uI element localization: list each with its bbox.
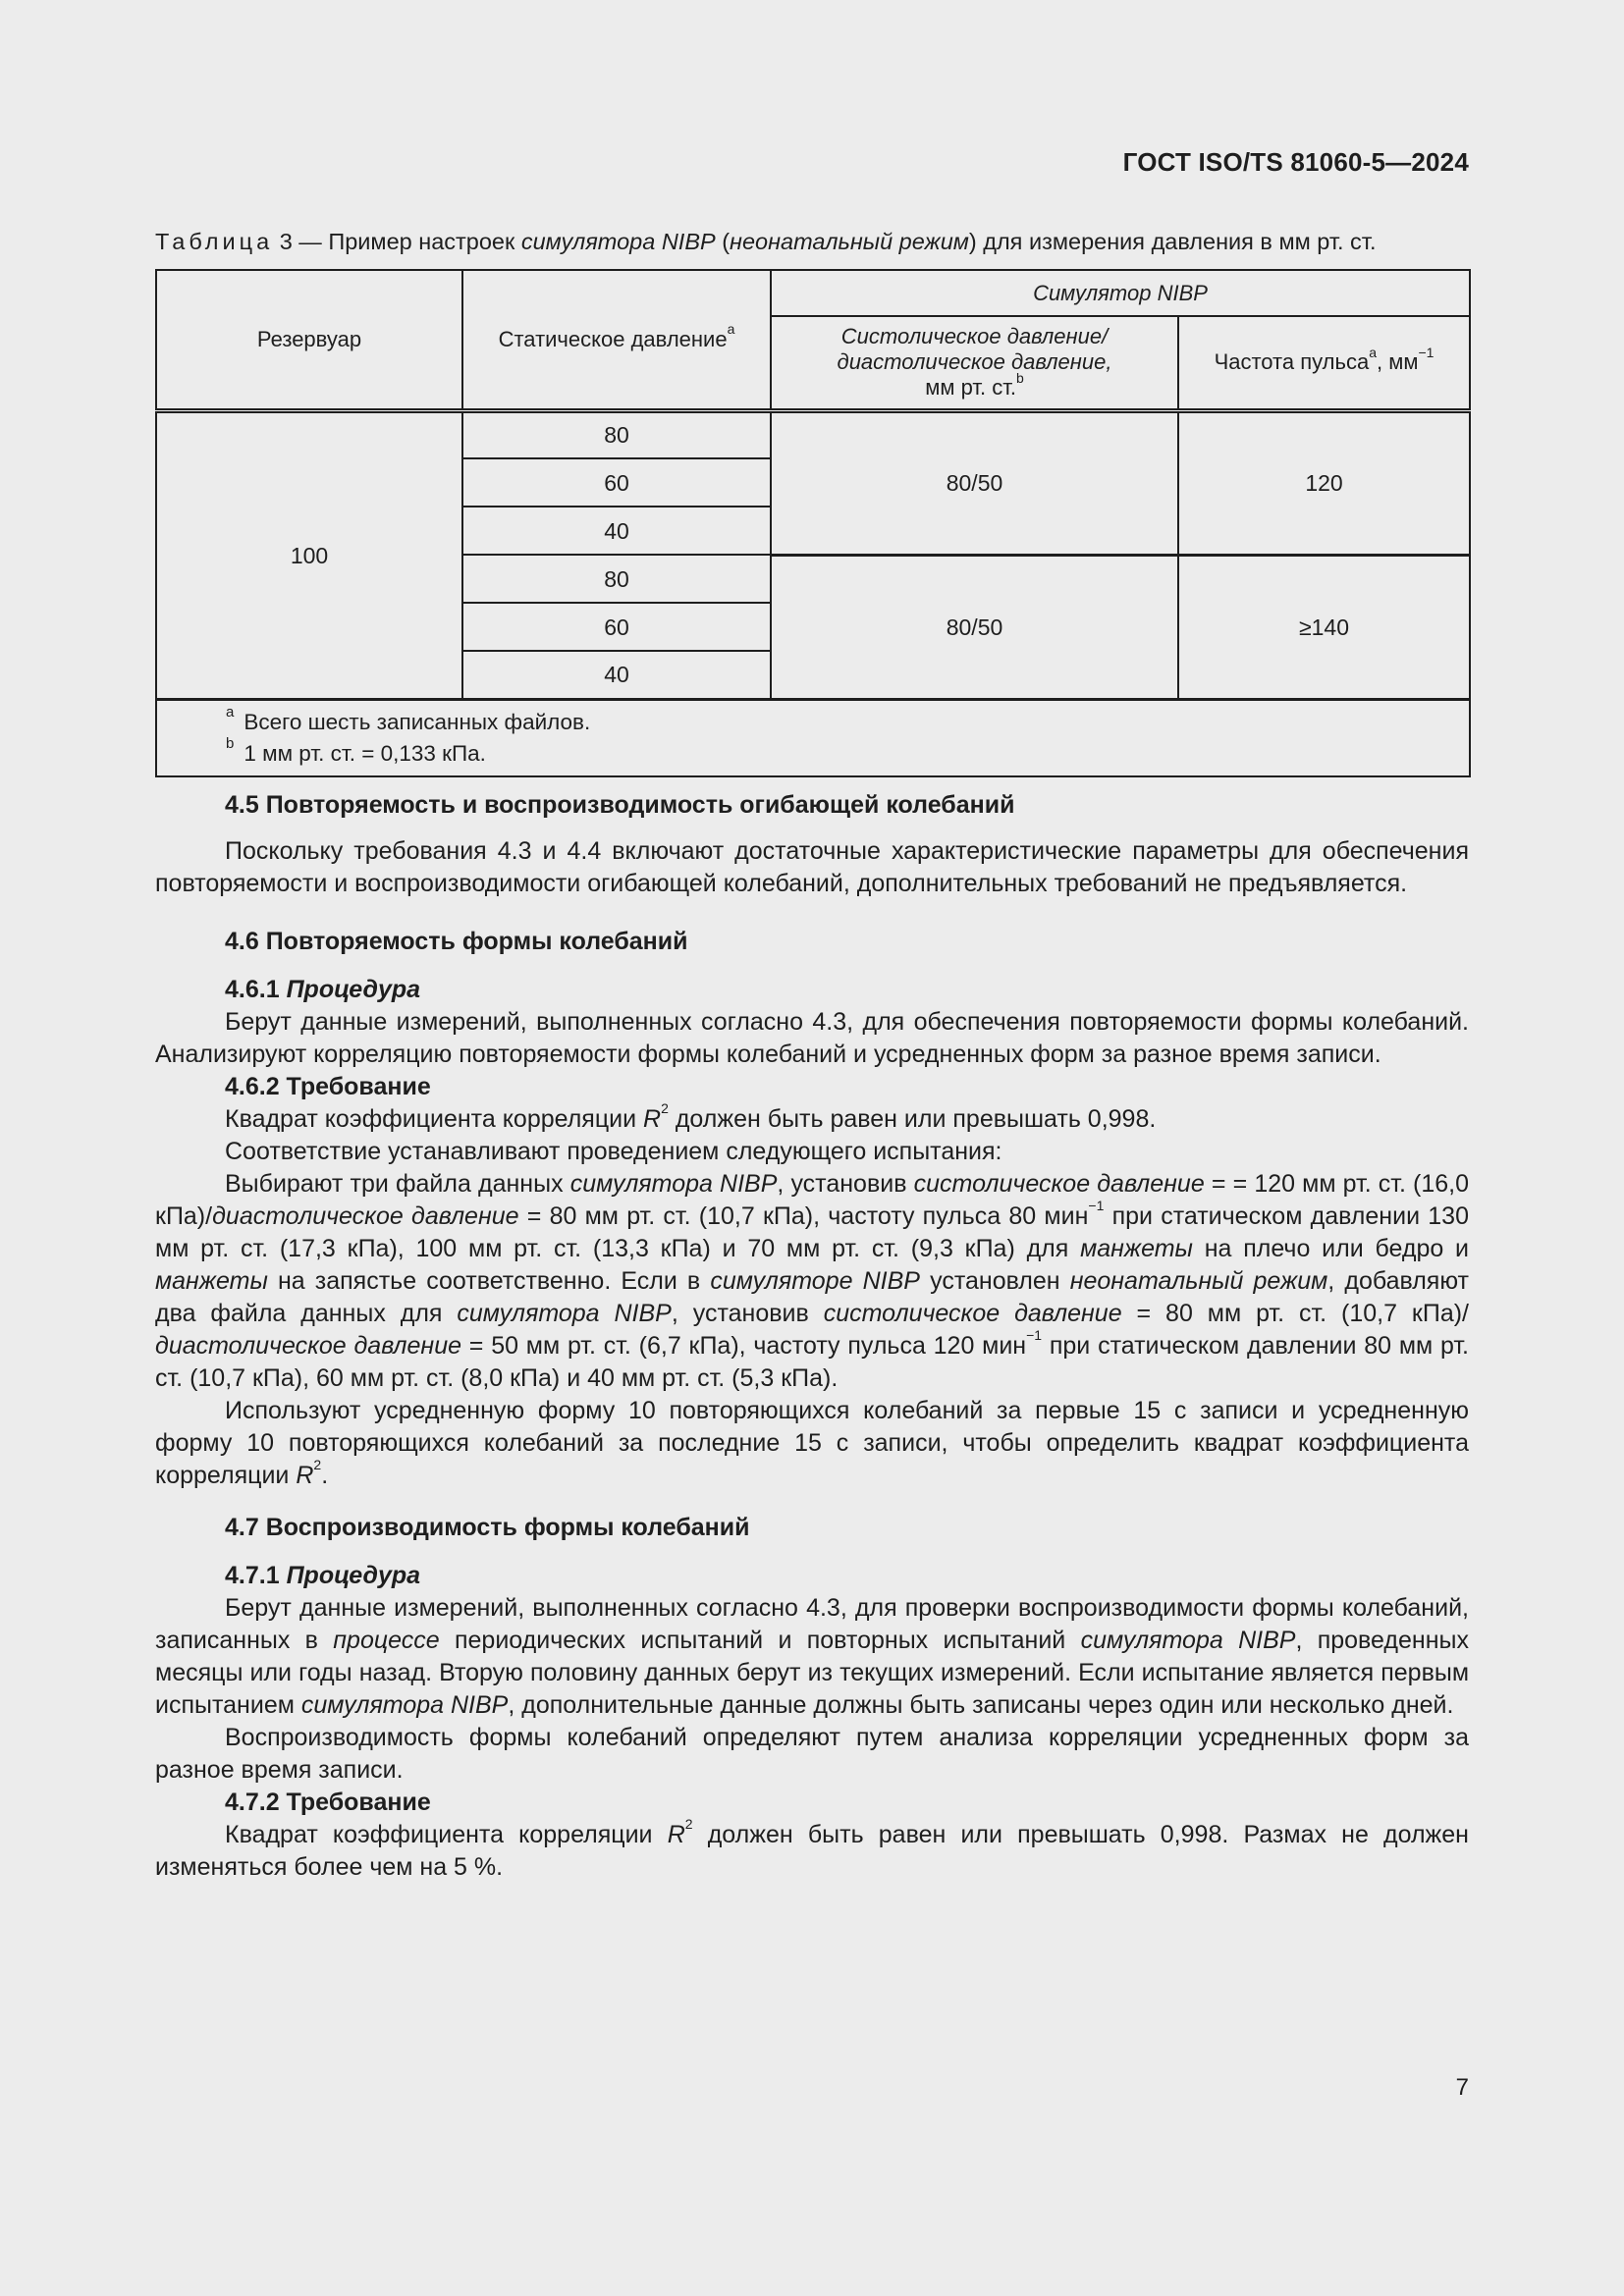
sys-dia-cell: 80/50 xyxy=(771,410,1178,555)
header-reservoir: Резервуар xyxy=(156,270,462,410)
page-number: 7 xyxy=(1455,2074,1469,2101)
section-4-5-title: 4.5 Повторяемость и воспроизводимость огибающей колебаний xyxy=(225,790,1015,819)
document-code: ГОСТ ISO/TS 81060-5—2024 xyxy=(1122,147,1469,177)
pulse-cell: ≥140 xyxy=(1178,555,1470,699)
table-caption: Таблица 3 — Пример настроек симулятора NIBP (неонатальный режим) для измерения давления в мм рт. ст. xyxy=(155,229,1377,254)
page-content xyxy=(155,222,1469,1884)
section-4-6-1-title: 4.6.1 Процедура xyxy=(225,975,421,1003)
section-4-7-1-paragraph: Берут данные измерений, выполненных согласно 4.3, для проверки воспроизводимости формы колебаний, записанных в процессе периодических испытаний и повторных испытаний симулятора NIBP, проведенных месяцы или годы назад. Вторую половину данных берут из текущих измерений. Если испытание является первым испытанием симулятора NIBP, дополнительные данные должны быть записаны через один или несколько дней. xyxy=(155,1593,1469,1719)
header-pulse-rate: Частота пульса$^a$, $мм^{-1}$ xyxy=(1178,316,1470,410)
static-pressure-cell: 60 xyxy=(462,458,771,507)
averaged-form-paragraph: Используют усредненную форму 10 повторяющихся колебаний за первые 15 с записи и усредненную форму 10 повторяющихся колебаний за последние 15 с записи, чтобы определить квадрат коэффициента корреляции $R^2$. xyxy=(155,1396,1469,1489)
compliance-paragraph: Соответствие устанавливают проведением следующего испытания: xyxy=(225,1137,1002,1165)
sys-dia-cell: 80/50 xyxy=(771,555,1178,699)
section-4-6-title: 4.6 Повторяемость формы колебаний xyxy=(225,927,688,955)
table-footnotes xyxy=(156,699,1470,776)
static-pressure-cell: 80 xyxy=(462,555,771,603)
section-4-7-2-paragraph: Квадрат коэффициента корреляции $R^2$ должен быть равен или превышать 0,998. Размах не должен изменяться более чем на 5 %. xyxy=(155,1816,1469,1881)
body-text xyxy=(155,789,1469,1884)
footnote-b: $^b$ 1 мм рт. ст. = 0,133 кПа. xyxy=(226,735,486,766)
static-pressure-cell: 40 xyxy=(462,507,771,555)
section-4-7-1-title: 4.7.1 Процедура xyxy=(225,1561,421,1589)
header-sys-dia-pressure: Систолическое давление/ диастолическое давление, мм рт. ст.$^b$ xyxy=(771,316,1178,410)
header-nibp-simulator: Симулятор NIBP xyxy=(771,270,1470,316)
section-4-6-2-paragraph: Квадрат коэффициента корреляции $R^2$ должен быть равен или превышать 0,998. xyxy=(225,1100,1157,1133)
section-4-5-paragraph: Поскольку требования 4.3 и 4.4 включают достаточные характеристические параметры для обеспечения повторяемости и воспроизводимости огибающей колебаний, дополнительных требований не предъявляется. xyxy=(155,836,1469,897)
section-4-6-2-title: 4.6.2 Требование xyxy=(225,1072,431,1100)
static-pressure-cell: 80 xyxy=(462,410,771,458)
reproducibility-paragraph: Воспроизводимость формы колебаний определяют путем анализа корреляции усредненных форм за разное время записи. xyxy=(155,1723,1469,1784)
reservoir-value: 100 xyxy=(156,410,462,699)
footnote-a: $^a$ Всего шесть записанных файлов. xyxy=(226,704,591,734)
nibp-settings-table xyxy=(155,269,1471,777)
header-static-pressure: Статическое давление$^a$ xyxy=(462,270,771,410)
section-4-6-1-paragraph: Берут данные измерений, выполненных согласно 4.3, для обеспечения повторяемости формы колебаний. Анализируют корреляцию повторяемости формы колебаний и усредненных форм за разное время записи. xyxy=(155,1007,1469,1068)
static-pressure-cell: 40 xyxy=(462,651,771,699)
section-4-7-2-title: 4.7.2 Требование xyxy=(225,1788,431,1816)
pulse-cell: 120 xyxy=(1178,410,1470,555)
section-4-7-title: 4.7 Воспроизводимость формы колебаний xyxy=(225,1513,750,1541)
static-pressure-cell: 60 xyxy=(462,603,771,651)
test-description-paragraph: Выбирают три файла данных симулятора NIBP, установив систолическое давление = = 120 мм рт. ст. (16,0 кПа)/диастолическое давление = 80 мм рт. ст. (10,7 кПа), частоту пульса 80 мин$^{-1}$ при статическом давлении 130 мм рт. ст. (17,3 кПа), 100 мм рт. ст. (13,3 кПа) и 70 мм рт. ст. (9,3 кПа) для манжеты на плечо или бедро и манжеты на запястье соответственно. Если в симуляторе NIBP установлен неонатальный режим, добавляют два файла данных для симулятора NIBP, установив систолическое давление = 80 мм рт. ст. (10,7 кПа)/диастолическое давление = 50 мм рт. ст. (6,7 кПа), частоту пульса 120 мин$^{-1}$ при статическом давлении 80 мм рт. ст. (10,7 кПа), 60 мм рт. ст. (8,0 кПа) и 40 мм рт. ст. (5,3 кПа). xyxy=(155,1169,1470,1392)
